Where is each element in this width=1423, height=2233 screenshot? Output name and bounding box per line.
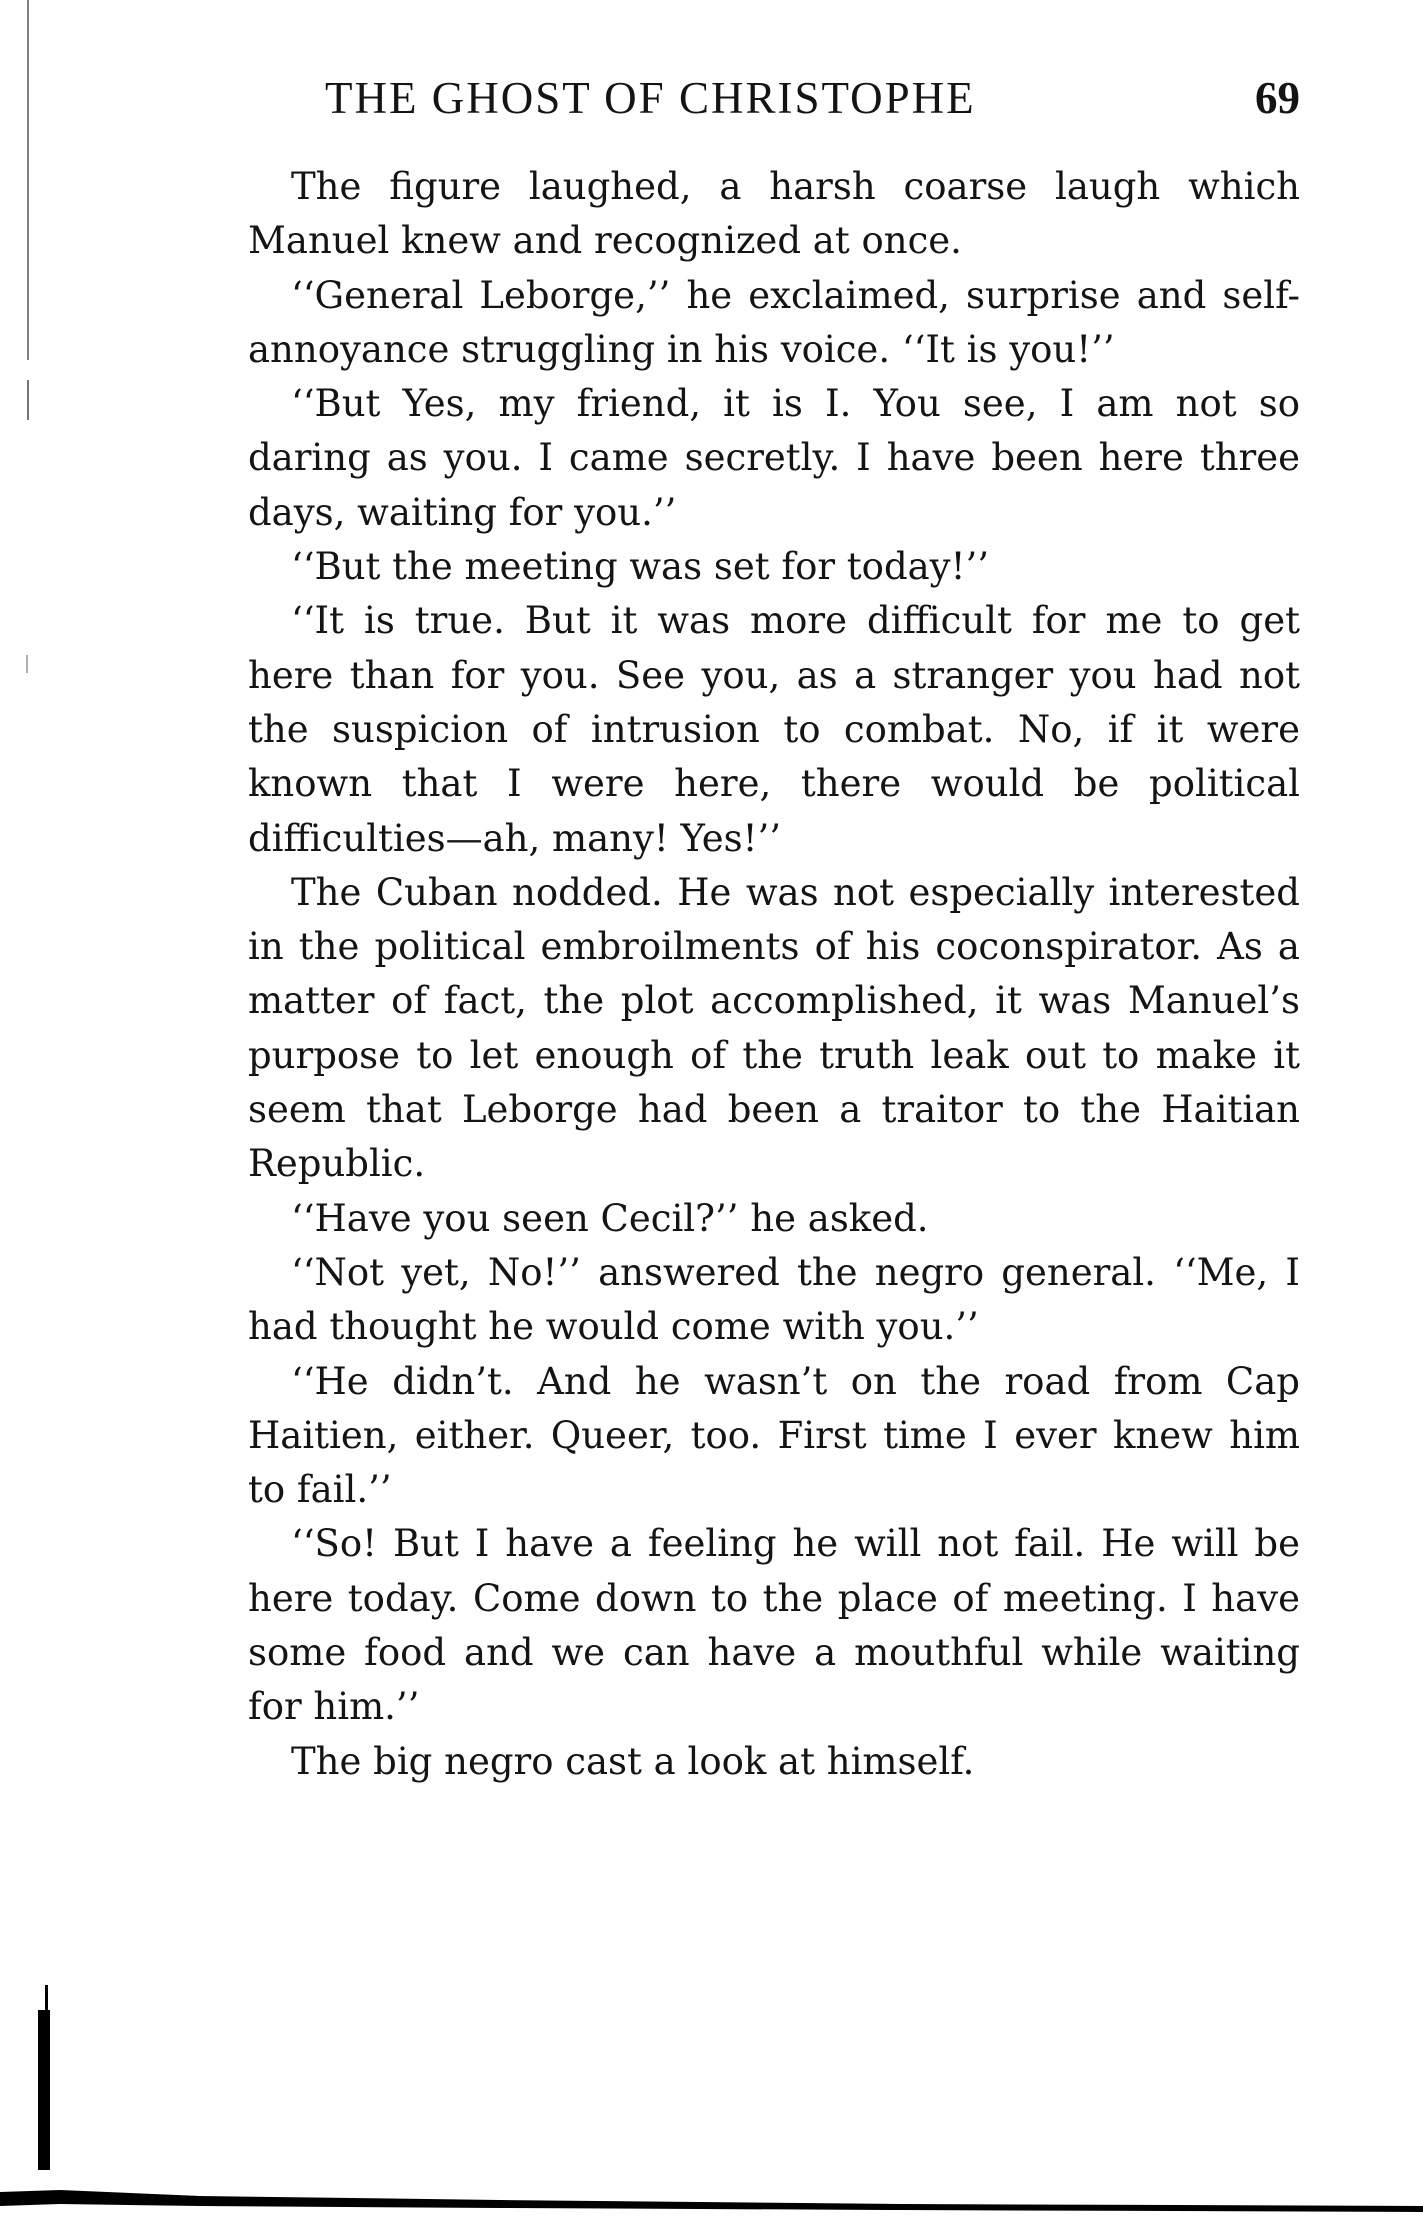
binding-edge-mark	[26, 655, 28, 673]
paragraph: The figure laughed, a harsh coarse laugh which Manuel knew and recognized at once.	[248, 165, 1300, 263]
binding-edge-mark	[27, 0, 29, 360]
paragraph: ‘‘General Leborge,’’ he exclaimed, surprise and self-annoyance struggling in his voice. ‘‘It is you!’’	[248, 273, 1300, 371]
page-bottom-edge	[0, 2178, 1423, 2218]
binding-edge-mark	[38, 2010, 50, 2170]
running-head	[325, 72, 1300, 132]
paragraph: ‘‘It is true. But it was more difficult for me to get here than for you. See you, as a stranger you had not the suspicion of intrusion to combat. No, if it were known that I were here, there would be political difficulties—ah, many! Yes!’’	[248, 599, 1300, 860]
binding-edge-mark	[27, 380, 29, 420]
paragraph: ‘‘Not yet, No!’’ answered the negro general. ‘‘Me, I had thought he would come with you.’’	[248, 1250, 1300, 1349]
paragraph: ‘‘He didn’t. And he wasn’t on the road from Cap Haitien, either. Queer, too. First time I ever knew him to fail.’’	[248, 1359, 1300, 1512]
paragraph: ‘‘Have you seen Cecil?’’ he asked.	[291, 1196, 929, 1240]
paragraph: The Cuban nodded. He was not especially interested in the political embroilments of his coconspirator. As a matter of fact, the plot accomplished, it was Manuel’s purpose to let enough of the truth leak out to make it seem that Leborge had been a traitor to the Haitian Republic.	[248, 870, 1300, 1186]
running-head-title: THE GHOST OF CHRISTOPHE	[325, 73, 976, 123]
body-text	[248, 160, 1300, 1789]
paragraph: ‘‘But Yes, my friend, it is I. You see, I am not so daring as you. I came secretly. I have been here three days, waiting for you.’’	[248, 382, 1300, 534]
page-number: 69	[1255, 73, 1300, 123]
paragraph: ‘‘So! But I have a feeling he will not fail. He will be here today. Come down to the place of meeting. I have some food and we can have a mouthful while waiting for him.’’	[248, 1522, 1300, 1729]
paragraph: The big negro cast a look at himself.	[291, 1739, 975, 1783]
paragraph: ‘‘But the meeting was set for today!’’	[291, 545, 989, 589]
